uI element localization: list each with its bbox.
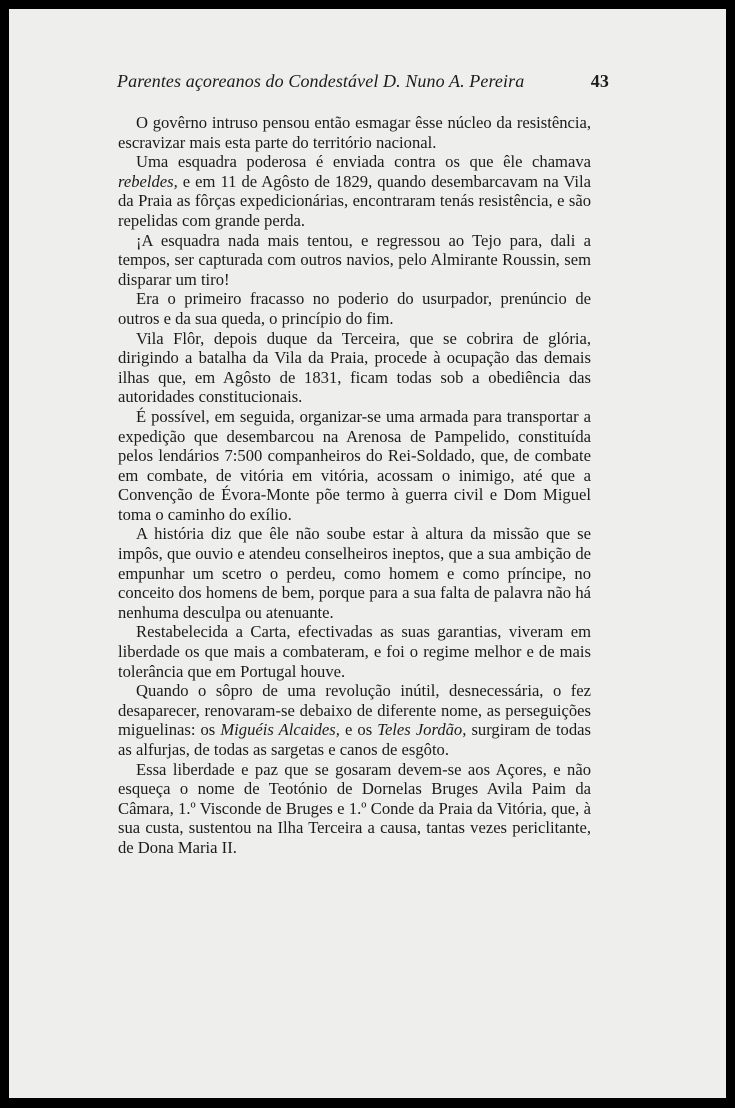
paragraph: Restabelecida a Carta, efectivadas as suas garantias, viveram em liberdade os que mais a combateram, e foi o regime melhor e de mais tolerância que em Portugal houve. xyxy=(118,622,591,681)
paragraph: Uma esquadra poderosa é enviada contra os que êle chamava rebeldes, e em 11 de Agôsto de 1829, quando desembarcavam na Vila da Praia as fôrças expedicionárias, encontraram tenás resistência, e são repelidas com grande perda. xyxy=(118,152,591,230)
emphasis: Miguéis Alcaides, xyxy=(220,720,340,740)
running-header xyxy=(117,71,609,92)
paragraph: A história diz que êle não soube estar à altura da missão que se impôs, que ouvio e atendeu conselheiros ineptos, que a sua ambição de empunhar um scetro o perdeu, como homem e como príncipe, no conceito dos homens de bem, porque para a sua falta de palavra não há nenhuma desculpa ou atenuante. xyxy=(118,524,591,622)
paragraph: É possível, em seguida, organizar-se uma armada para transportar a expedição que desembarcou na Arenosa de Pampelido, constituída pelos lendários 7:500 companheiros do Rei-Soldado, que, de combate em combate, de vitória em vitória, acossam o inimigo, até que a Convenção de Évora-Monte põe termo à guerra civil e Dom Miguel toma o caminho do exílio. xyxy=(118,406,591,524)
paragraph: ¡A esquadra nada mais tentou, e regressou ao Tejo para, dali a tempos, ser capturada com outros navios, pelo Almirante Roussin, sem disparar um tiro! xyxy=(118,230,591,289)
paragraph: O govêrno intruso pensou então esmagar êsse núcleo da resistência, escravizar mais esta parte do território nacional. xyxy=(118,113,591,152)
paragraph: Quando o sôpro de uma revolução inútil, desnecessária, o fez desaparecer, renovaram-se debaixo de diferente nome, as perseguições miguelinas: os Miguéis Alcaides, e os Teles Jordão, surgiram de todas as alfurjas, de todas as sargetas e canos de esgôto. xyxy=(118,681,591,759)
paragraph: Era o primeiro fracasso no poderio do usurpador, prenúncio de outros e da sua queda, o princípio do fim. xyxy=(118,289,591,328)
emphasis: rebeldes, xyxy=(118,171,178,191)
paragraph: Essa liberdade e paz que se gosaram devem-se aos Açores, e não esqueça o nome de Teotónio de Dornelas Bruges Avila Paim da Câmara, 1.º Visconde de Bruges e 1.º Conde da Praia da Vitória, que, à sua custa, sustentou na Ilha Terceira a causa, tantas vezes periclitante, de Dona Maria II. xyxy=(118,759,591,857)
page-number: 43 xyxy=(590,71,609,91)
book-page xyxy=(9,9,726,1098)
paragraph: Vila Flôr, depois duque da Terceira, que se cobrira de glória, dirigindo a batalha da Vila da Praia, procede à ocupação das demais ilhas que, em Agôsto de 1831, ficam todas sob a obediência das autoridades constitucionais. xyxy=(118,328,591,407)
body-text xyxy=(118,113,591,858)
emphasis: Teles Jordão, xyxy=(377,720,467,740)
running-title: Parentes açoreanos do Condestável D. Nuno A. Pereira xyxy=(117,71,525,91)
